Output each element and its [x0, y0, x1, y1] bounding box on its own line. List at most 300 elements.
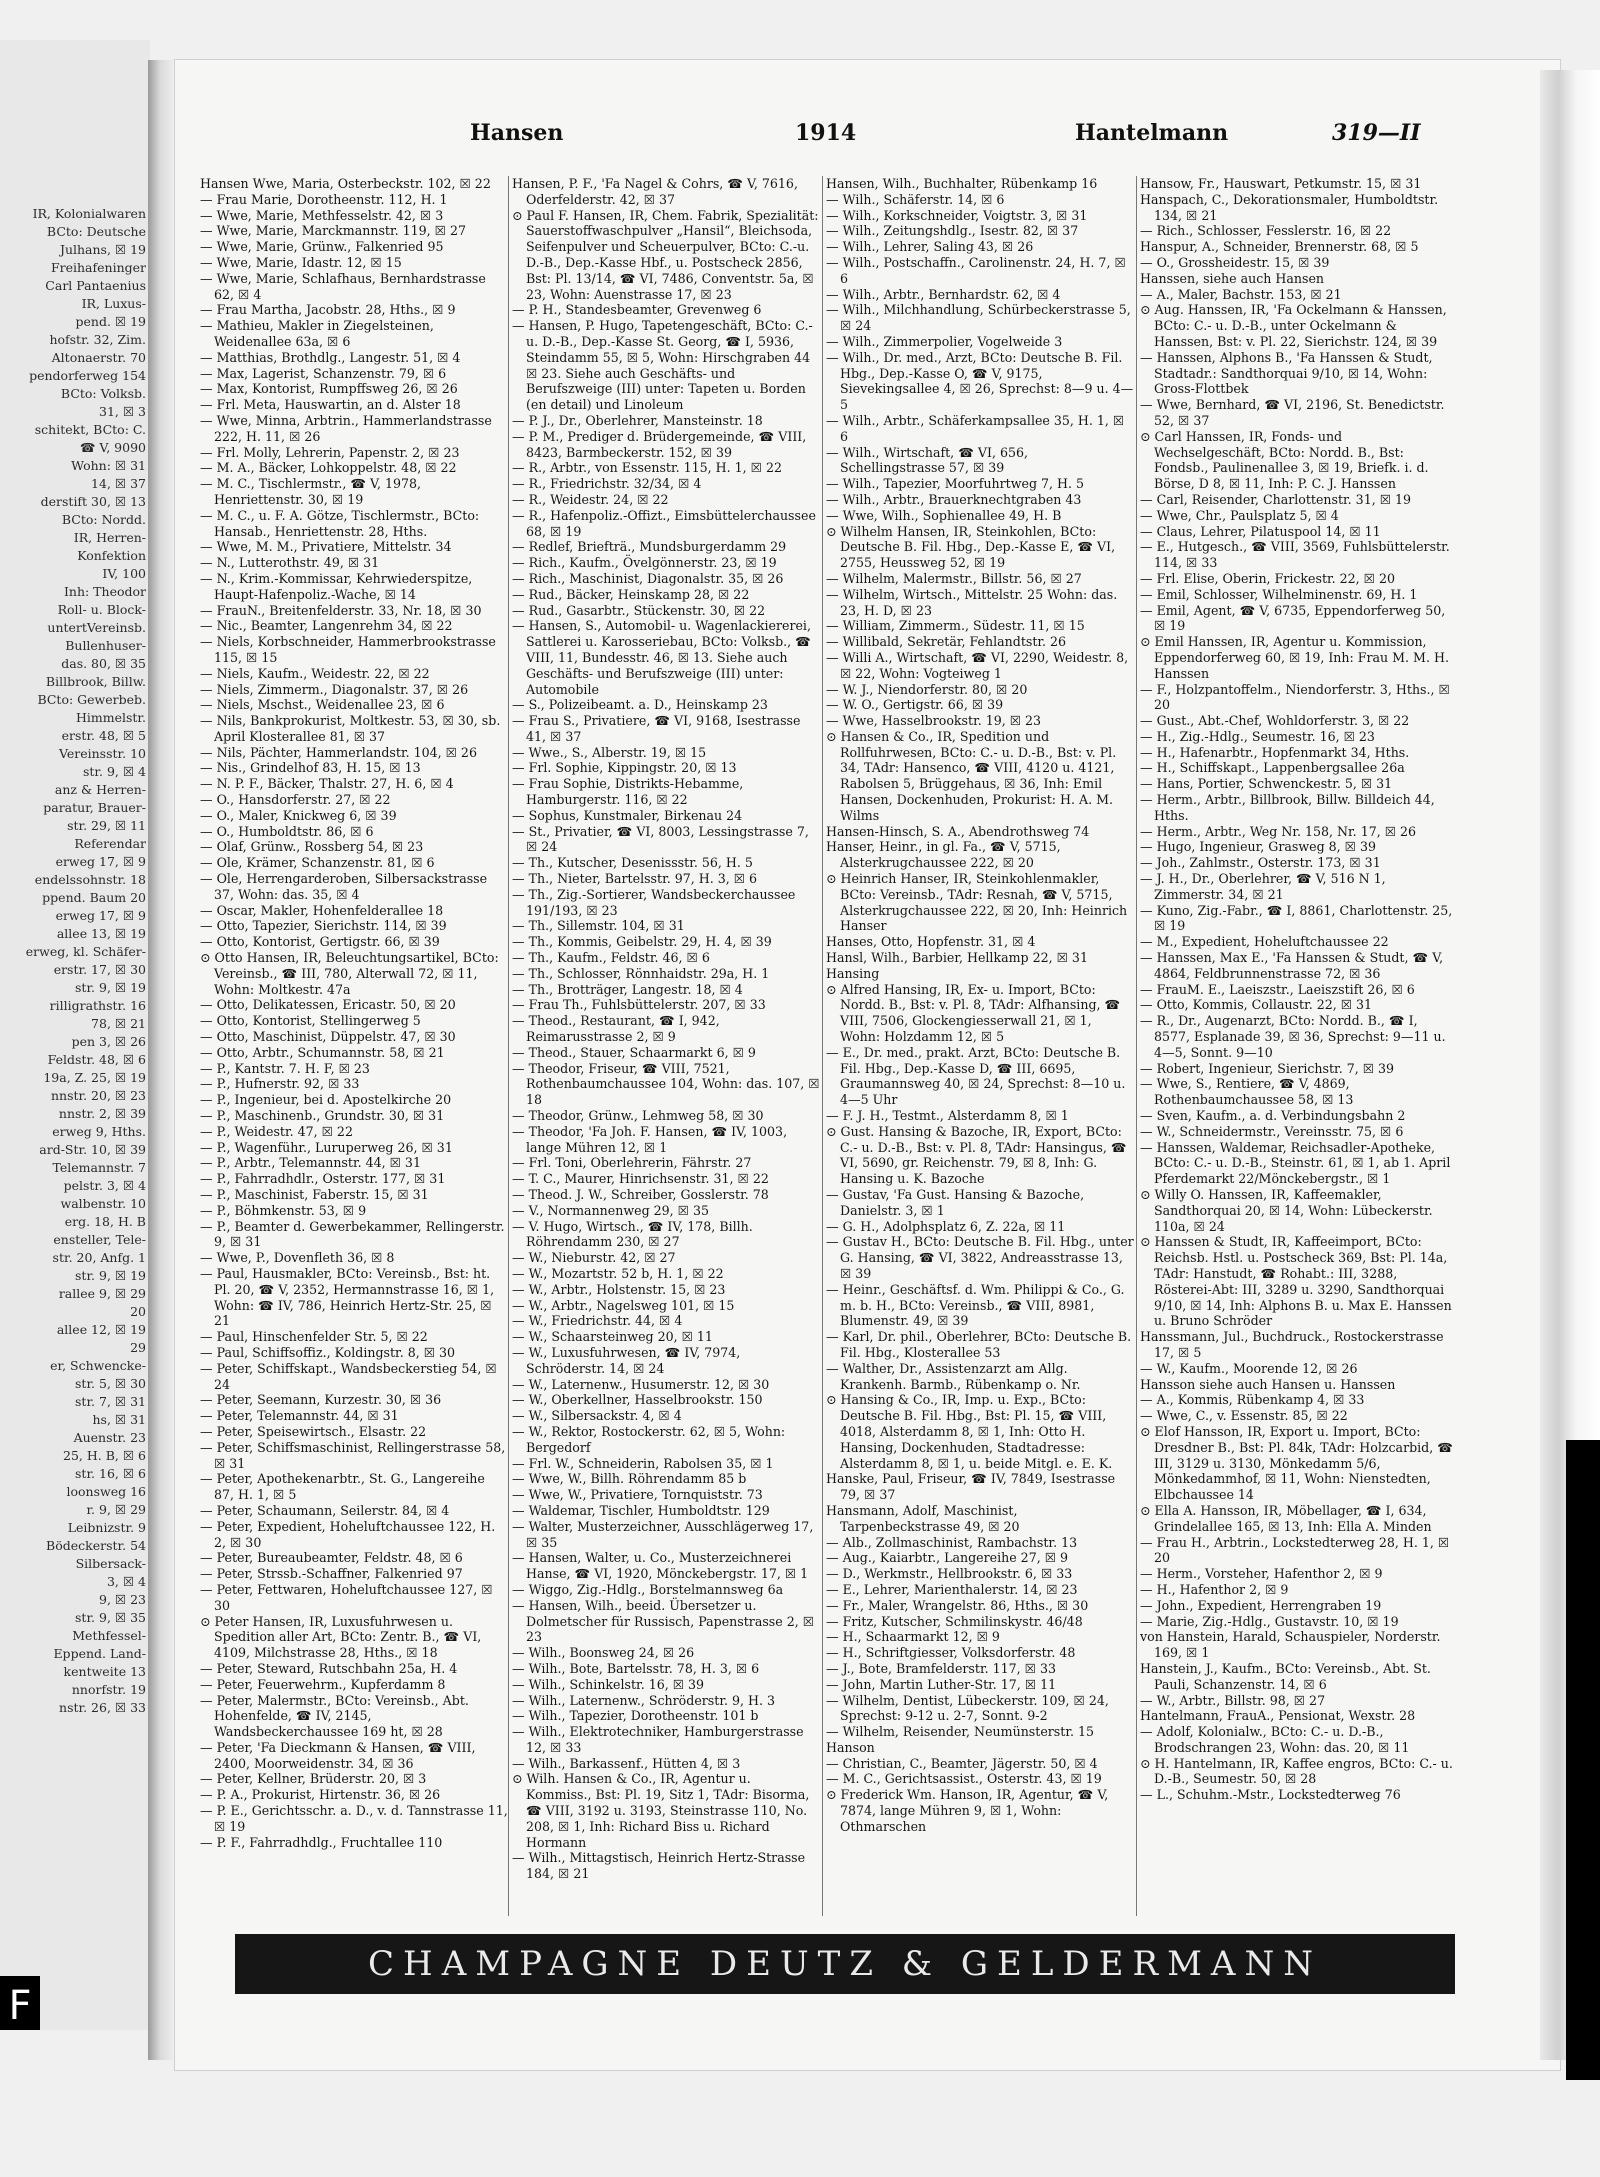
directory-entry: — Wilh., Schäferstr. 14, ☒ 6 [826, 191, 1005, 207]
directory-entry: — Wilhelm, Dentist, Lübeckerstr. 109, ☒ 24, Sprechst: 9-12 u. 2-7, Sonnt. 9-2 [826, 1692, 1109, 1724]
facing-page-line: anz & Herren- [54, 782, 146, 797]
directory-entry: ⊙ Frederick Wm. Hanson, IR, Agentur, ☎ V, 7874, lange Mühren 9, ☒ 1, Wohn: Othmarschen [826, 1787, 1109, 1834]
directory-entry: — Th., Kaufm., Feldstr. 46, ☒ 6 [512, 950, 710, 966]
directory-entry: — Peter, Bureaubeamter, Feldstr. 48, ☒ 6 [200, 1550, 463, 1566]
directory-entry: ⊙ Willy O. Hanssen, IR, Kaffeemakler, Sandthorquai 20, ☒ 14, Wohn: Lübeckerstr. 110a, ☒ 24 [1140, 1187, 1433, 1234]
directory-entry: — P., Fahrradhdlr., Osterstr. 177, ☒ 31 [200, 1171, 446, 1187]
facing-page-line: Bullenhuser- [65, 638, 146, 653]
directory-entry: — Gust., Abt.-Chef, Wohldorferstr. 3, ☒ 22 [1140, 713, 1410, 729]
directory-entry: ⊙ Hanssen & Studt, IR, Kaffeeimport, BCto: Reichsb. Hstl. u. Postscheck 369, Bst: Pl. 14a, TAdr: Hanstudt, ☎ Rohabt.: III, 3288, Rösterei-Abt: III, 3289 u. 3290, Sandthorquai 9/10, ☒ 14, Inh: Alphons B. u. Max E. Hanssen u. Bruno Schröder [1140, 1234, 1452, 1329]
directory-entry: Hanses, Otto, Hopfenstr. 31, ☒ 4 [826, 934, 1036, 950]
facing-page-line: walbenstr. 10 [60, 1196, 146, 1211]
directory-entry: — Frl. Elise, Oberin, Frickestr. 22, ☒ 20 [1140, 570, 1396, 586]
directory-entry: — Wwe, C., v. Essenstr. 85, ☒ 22 [1140, 1408, 1348, 1424]
facing-page-line: er, Schwencke- [50, 1358, 146, 1373]
facing-page-line: Billbrook, Billw. [45, 674, 146, 689]
directory-entry: — Otto, Maschinist, Düppelstr. 47, ☒ 30 [200, 1029, 456, 1045]
directory-entry: — P., Kantstr. 7. H. F, ☒ 23 [200, 1060, 370, 1076]
directory-entry: — Gustav H., BCto: Deutsche B. Fil. Hbg., unter G. Hansing, ☎ VI, 3822, Andreasstrasse 13, ☒ 39 [826, 1234, 1134, 1281]
facing-page-line: 29 [130, 1340, 146, 1355]
directory-entry: — P. M., Prediger d. Brüdergemeinde, ☎ VIII, 8423, Barmbeckerstr. 152, ☒ 39 [512, 428, 807, 460]
directory-entry: — G. H., Adolphsplatz 6, Z. 22a, ☒ 11 [826, 1218, 1066, 1234]
facing-page-line: 31, ☒ 3 [99, 404, 146, 419]
directory-entry: — T. C., Maurer, Hinrichsenstr. 31, ☒ 22 [512, 1171, 769, 1187]
directory-entry: Hanstein, J., Kaufm., BCto: Vereinsb., Abt. St. Pauli, Schanzenstr. 14, ☒ 6 [1140, 1660, 1431, 1692]
directory-entry: — Wilh., Bote, Bartelsstr. 78, H. 3, ☒ 6 [512, 1660, 760, 1676]
directory-entry: — Otto, Tapezier, Sierichstr. 114, ☒ 39 [200, 918, 447, 934]
directory-entry: — St., Privatier, ☎ VI, 8003, Lessingstrasse 7, ☒ 24 [512, 823, 809, 855]
directory-entry: ⊙ Wilhelm Hansen, IR, Steinkohlen, BCto: Deutsche B. Fil. Hbg., Dep.-Kasse E, ☎ VI, 2755, Heussweg 52, ☒ 19 [826, 523, 1116, 571]
facing-page-line: hofstr. 32, Zim. [49, 332, 146, 347]
directory-entry: — Frl. Molly, Lehrerin, Papenstr. 2, ☒ 23 [200, 444, 460, 460]
directory-entry: — V. Hugo, Wirtsch., ☎ IV, 178, Billh. Röhrendamm 230, ☒ 27 [512, 1218, 753, 1250]
facing-page-line: nnstr. 20, ☒ 23 [50, 1088, 146, 1103]
directory-entry: — Peter, Speisewirtsch., Elsastr. 22 [200, 1423, 427, 1439]
directory-entry: — Oscar, Makler, Hohenfelderallee 18 [200, 902, 444, 918]
facing-page-line: derstift 30, ☒ 13 [40, 494, 146, 509]
directory-entry: — W., Arbtr., Nagelsweg 101, ☒ 15 [512, 1297, 735, 1313]
directory-entry: — Theodor, Friseur, ☎ VIII, 7521, Rothenbaumchaussee 104, Wohn: das. 107, ☒ 18 [512, 1060, 820, 1108]
directory-entry: — Nils, Pächter, Hammerlandstr. 104, ☒ 26 [200, 744, 477, 760]
directory-entry: — Hansen, P. Hugo, Tapetengeschäft, BCto: C.- u. D.-B., Dep.-Kasse St. Georg, ☎ I, 5936, Steindamm 55, ☒ 5, Wohn: Hirschgraben 44 ☒ 23. Siehe auch Geschäfts- und Berufszweige (III) unter: Tapeten u. Borden (en detail) und Linoleum [512, 318, 813, 413]
directory-entry: — Wwe, W., Privatiere, Tornquiststr. 73 [512, 1487, 763, 1503]
directory-entry: ⊙ Hansen & Co., IR, Spedition und Rollfuhrwesen, BCto: C.- u. D.-B., Bst: v. Pl. 34, TAdr: Hansenco, ☎ VIII, 4120 u. 4121, Rabolsen 5, Brüggehaus, ☒ 36, Inh: Emil Hansen, Dockenhuden, Prokurist: H. A. M. Wilms [826, 728, 1117, 823]
directory-entry: — Karl, Dr. phil., Oberlehrer, BCto: Deutsche B. Fil. Hbg., Klosterallee 53 [826, 1329, 1132, 1360]
facing-page-line: IR, Luxus- [81, 296, 146, 311]
directory-entry: — N., Lutterothstr. 49, ☒ 31 [200, 555, 380, 571]
facing-page-line: 78, ☒ 21 [91, 1016, 146, 1031]
facing-page-line: Methfessel- [72, 1628, 146, 1643]
directory-entry: ⊙ Wilh. Hansen & Co., IR, Agentur u. Kommiss., Bst: Pl. 19, Sitz 1, TAdr: Bisorma, ☎ VIII, 3192 u. 3193, Steinstrasse 110, No. 208, ☒ 1, Inh: Richard Biss u. Richard Hormann [512, 1771, 810, 1850]
directory-entry: — Paul, Schiffsoffiz., Koldingstr. 8, ☒ 30 [200, 1344, 456, 1360]
facing-page-line: Leibnizstr. 9 [67, 1520, 146, 1535]
directory-entry: — Rich., Schlosser, Fesslerstr. 16, ☒ 22 [1140, 223, 1392, 239]
directory-entry: — O., Hansdorferstr. 27, ☒ 22 [200, 792, 391, 808]
directory-entry: — John, Martin Luther-Str. 17, ☒ 11 [826, 1676, 1057, 1692]
directory-entry: — Emil, Agent, ☎ V, 6735, Eppendorferweg 50, ☒ 19 [1140, 602, 1446, 634]
directory-entry: ⊙ Alfred Hansing, IR, Ex- u. Import, BCto: Nordd. B., Bst: v. Pl. 8, TAdr: Alfhansing, ☎ VIII, 7506, Glockengiesserwall 21, ☒ 1, Wohn: Holzdamm 12, ☒ 5 [826, 981, 1121, 1045]
facing-page-line: schitekt, BCto: C. [34, 422, 146, 437]
directory-entry: ⊙ Otto Hansen, IR, Beleuchtungsartikel, BCto: Vereinsb., ☎ III, 780, Alterwall 72, ☒ 11, Wohn: Moltkestr. 47a [200, 950, 499, 997]
column-rule [1136, 176, 1137, 1916]
directory-entry: — R., Weidestr. 24, ☒ 22 [512, 491, 669, 507]
directory-entry: — W., Nieburstr. 42, ☒ 27 [512, 1250, 676, 1266]
facing-page-line: das. 80, ☒ 35 [61, 656, 146, 671]
directory-entry: — Theodor, 'Fa Joh. F. Hansen, ☎ IV, 1003, lange Mühren 12, ☒ 1 [512, 1123, 788, 1155]
directory-entry: — Otto, Kontorist, Gertigstr. 66, ☒ 39 [200, 934, 440, 950]
directory-entry: — William, Zimmerm., Südestr. 11, ☒ 15 [826, 618, 1085, 634]
facing-page-line: erstr. 48, ☒ 5 [61, 728, 146, 743]
directory-entry: — Theod., Restaurant, ☎ I, 942, Reimarusstrasse 2, ☒ 9 [512, 1013, 720, 1045]
facing-page-line: str. 9, ☒ 19 [75, 980, 146, 995]
directory-entry: Hansen Wwe, Maria, Osterbeckstr. 102, ☒ 22 [200, 176, 491, 191]
facing-page-line: 25, H. B, ☒ 6 [63, 1448, 146, 1463]
directory-entry: — S., Polizeibeamt. a. D., Heinskamp 23 [512, 697, 768, 713]
directory-entry: — H., Hafenarbtr., Hopfenmarkt 34, Hths. [1140, 744, 1410, 760]
directory-entry: — Wilh., Milchhandlung, Schürbeckerstrasse 5, ☒ 24 [826, 302, 1131, 334]
directory-entry: — F., Holzpantoffelm., Niendorferstr. 3, Hths., ☒ 20 [1140, 681, 1450, 713]
directory-entry: — Niels, Korbschneider, Hammerbrookstrasse 115, ☒ 15 [200, 634, 496, 665]
directory-entry: — H., Hafenthor 2, ☒ 9 [1140, 1581, 1289, 1597]
facing-page-line: Julhans, ☒ 19 [59, 242, 146, 257]
directory-entry: — Wilh., Tapezier, Moorfuhrtweg 7, H. 5 [826, 476, 1085, 492]
directory-entry: — Rud., Gasarbtr., Stückenstr. 30, ☒ 22 [512, 602, 766, 618]
directory-entry: — Wwe., S., Alberstr. 19, ☒ 15 [512, 744, 707, 760]
directory-entry: — J., Bote, Bramfelderstr. 117, ☒ 33 [826, 1660, 1056, 1676]
directory-entry: ⊙ Ella A. Hansson, IR, Möbellager, ☎ I, 634, Grindelallee 165, ☒ 13, Inh: Ella A. Minden [1140, 1502, 1432, 1534]
directory-entry: Hanser, Heinr., in gl. Fa., ☎ V, 5715, Alsterkrugchaussee 222, ☒ 20 [826, 839, 1061, 871]
facing-page-line: loonsweg 16 [66, 1484, 146, 1499]
directory-entry: — Aug., Kaiarbtr., Langereihe 27, ☒ 9 [826, 1550, 1069, 1566]
directory-entry: — W. O., Gertigstr. 66, ☒ 39 [826, 697, 1004, 713]
facing-page-line: erg. 18, H. B [64, 1214, 146, 1229]
directory-entry: — Peter, Apothekenarbtr., St. G., Langereihe 87, H. 1, ☒ 5 [200, 1471, 485, 1503]
facing-page-line: untertVereinsb. [47, 620, 146, 635]
directory-entry: — A., Kommis, Rübenkamp 4, ☒ 33 [1140, 1392, 1365, 1408]
directory-entry: — Alb., Zollmaschinist, Rambachstr. 13 [826, 1534, 1078, 1550]
directory-entry: — W., Oberkellner, Hasselbrookstr. 150 [512, 1392, 763, 1408]
directory-entry: — Wilh., Arbtr., Schäferkampsallee 35, H. 1, ☒ 6 [826, 412, 1125, 444]
directory-entry: — Wwe, Hasselbrookstr. 19, ☒ 23 [826, 713, 1042, 729]
scan-border [1566, 1440, 1600, 2080]
facing-page-line: Referendar [74, 836, 146, 851]
directory-entry: — Peter, Schiffsmaschinist, Rellingerstrasse 58, ☒ 31 [200, 1439, 506, 1471]
facing-page-banner-fragment: F [0, 1976, 40, 2030]
directory-entry: — Niels, Mschst., Weidenallee 23, ☒ 6 [200, 697, 445, 713]
facing-page-line: 9, ☒ 23 [99, 1592, 146, 1607]
directory-entry: — Peter, Malermstr., BCto: Vereinsb., Abt. Hohenfelde, ☎ IV, 2145, Wandsbeckerchaussee 169 ht, ☒ 28 [200, 1692, 469, 1740]
directory-entry: Hanssen, siehe auch Hansen [1140, 270, 1325, 286]
directory-entry: — Theodor, Grünw., Lehmweg 58, ☒ 30 [512, 1108, 764, 1124]
directory-entry: ⊙ Heinrich Hanser, IR, Steinkohlenmakler, BCto: Vereinsb., TAdr: Resnah, ☎ V, 5715, Alsterkrugchaussee 222, ☒ 20, Inh: Heinrich Hanser [826, 871, 1128, 934]
facing-page-text [0, 205, 150, 1717]
directory-entry: — W., Silbersackstr. 4, ☒ 4 [512, 1408, 682, 1424]
directory-entry: — Ole, Krämer, Schanzenstr. 81, ☒ 6 [200, 855, 435, 871]
directory-entry: — Hanssen, Alphons B., 'Fa Hanssen & Studt, Stadtadr.: Sandthorquai 9/10, ☒ 14, Wohn: Gross-Flottbek [1140, 349, 1433, 397]
directory-entry: — D., Werkmstr., Hellbrookstr. 6, ☒ 33 [826, 1566, 1073, 1582]
directory-entry: — Th., Zig.-Sortierer, Wandsbeckerchaussee 191/193, ☒ 23 [512, 886, 796, 918]
directory-entry: — Wwe, Minna, Arbtrin., Hammerlandstrasse 222, H. 11, ☒ 26 [200, 412, 492, 444]
directory-entry: — Paul, Hausmakler, BCto: Vereinsb., Bst: ht. Pl. 20, ☎ V, 2352, Hermannstrasse 16, ☒ 1, Wohn: ☎ IV, 786, Heinrich Hertz-Str. 25, ☒ 21 [200, 1265, 495, 1329]
directory-entry: — Frau H., Arbtrin., Lockstedterweg 28, H. 1, ☒ 20 [1140, 1534, 1450, 1566]
directory-entry: — Christian, C., Beamter, Jägerstr. 50, ☒ 4 [826, 1755, 1098, 1771]
directory-entry: — W., Laternenw., Husumerstr. 12, ☒ 30 [512, 1376, 770, 1392]
directory-entry: — Nic., Beamter, Langenrehm 34, ☒ 22 [200, 618, 453, 634]
directory-entry: — P., Beamter d. Gewerbekammer, Rellingerstr. 9, ☒ 31 [200, 1218, 505, 1250]
directory-entry: Hanspach, C., Dekorationsmaler, Humboldtstr. 134, ☒ 21 [1140, 191, 1439, 223]
directory-entry: — Wwe, W., Billh. Röhrendamm 85 b [512, 1471, 747, 1487]
directory-entry: — Walther, Dr., Assistenzarzt am Allg. Krankenh. Barmb., Rübenkamp o. Nr. [826, 1360, 1081, 1392]
facing-page-line: rilligrathstr. 16 [49, 998, 146, 1013]
directory-entry: — N. P. F., Bäcker, Thalstr. 27, H. 6, ☒ 4 [200, 776, 454, 792]
running-head-year: 1914 [795, 120, 857, 146]
directory-entry: — Gustav, 'Fa Gust. Hansing & Bazoche, Danielstr. 3, ☒ 1 [826, 1187, 1085, 1218]
facing-page-line: allee 12, ☒ 19 [56, 1322, 146, 1337]
directory-entry: — Wilh., Korkschneider, Voigtstr. 3, ☒ 31 [826, 207, 1088, 223]
facing-page-line: erweg 9, Hths. [52, 1124, 146, 1139]
facing-page-line: Silbersack- [75, 1556, 146, 1571]
directory-entry: — Frau S., Privatiere, ☎ VI, 9168, Isestrasse 41, ☒ 37 [512, 713, 801, 744]
directory-entry: — P., Maschinist, Faberstr. 15, ☒ 31 [200, 1187, 429, 1202]
directory-entry: — Wilh., Lehrer, Saling 43, ☒ 26 [826, 239, 1034, 255]
directory-entry: — Robert, Ingenieur, Sierichstr. 7, ☒ 39 [1140, 1060, 1395, 1076]
directory-entry: — Peter, Expedient, Hoheluftchaussee 122, H. 2, ☒ 30 [200, 1518, 496, 1550]
directory-entry: — Willibald, Sekretär, Fehlandtstr. 26 [826, 634, 1067, 650]
directory-entry: — P. H., Standesbeamter, Grevenweg 6 [512, 302, 762, 318]
column-rule [822, 176, 823, 1916]
facing-page-line: hs, ☒ 31 [92, 1412, 146, 1427]
directory-entry: — H., Schriftgiesser, Volksdorferstr. 48 [826, 1645, 1076, 1661]
directory-entry: ⊙ Emil Hanssen, IR, Agentur u. Kommission, Eppendorferweg 60, ☒ 19, Inh: Frau M. M. H. Hanssen [1140, 634, 1449, 681]
directory-entry: — Peter, Strssb.-Schaffner, Falkenried 97 [200, 1566, 463, 1582]
facing-page-line: BCto: Nordd. [61, 512, 146, 527]
directory-entry: von Hanstein, Harald, Schauspieler, Norderstr. 169, ☒ 1 [1140, 1629, 1441, 1661]
facing-page-line: str. 9, ☒ 19 [75, 1268, 146, 1283]
directory-entry: — Wilh., Dr. med., Arzt, BCto: Deutsche B. Fil. Hbg., Dep.-Kasse O, ☎ V, 9175, Sievekingsallee 4, ☒ 26, Sprechst: 8—9 u. 4—5 [826, 349, 1134, 413]
directory-entry: — Wilh., Schinkelstr. 16, ☒ 39 [512, 1676, 705, 1692]
directory-entry: — Wwe, Marie, Marckmannstr. 119, ☒ 27 [200, 223, 466, 239]
facing-page-left [0, 40, 150, 2030]
directory-entry: — Walter, Musterzeichner, Ausschlägerweg 17, ☒ 35 [512, 1518, 814, 1550]
directory-entry: — R., Friedrichstr. 32/34, ☒ 4 [512, 476, 702, 492]
directory-entry: — W., Schneidermstr., Vereinsstr. 75, ☒ 6 [1140, 1123, 1404, 1139]
directory-entry: — Willi A., Wirtschaft, ☎ VI, 2290, Weidestr. 8, ☒ 22, Wohn: Vogteiweg 1 [826, 649, 1129, 681]
directory-entry: Hanspur, A., Schneider, Brennerstr. 68, ☒ 5 [1140, 239, 1419, 255]
directory-entry: — Wwe, Wilh., Sophienallee 49, H. B [826, 507, 1062, 523]
facing-page-line: Feldstr. 48, ☒ 6 [47, 1052, 146, 1067]
facing-page-line: IV, 100 [102, 566, 146, 581]
directory-entry: — Waldemar, Tischler, Humboldtstr. 129 [512, 1502, 770, 1518]
directory-entry: — Marie, Zig.-Hdlg., Gustavstr. 10, ☒ 19 [1140, 1613, 1399, 1629]
directory-entry: — L., Schuhm.-Mstr., Lockstedterweg 76 [1140, 1787, 1401, 1803]
directory-entry: — H., Zig.-Hdlg., Seumestr. 16, ☒ 23 [1140, 728, 1375, 744]
directory-entry: Hansen, Wilh., Buchhalter, Rübenkamp 16 [826, 176, 1098, 191]
facing-page-line: Konfektion [77, 548, 146, 563]
directory-entry: — W., Luxusfuhrwesen, ☎ IV, 7974, Schröderstr. 14, ☒ 24 [512, 1344, 741, 1376]
facing-page-line: BCto: Volksb. [60, 386, 146, 401]
directory-entry: — Wilhelm, Wirtsch., Mittelstr. 25 Wohn: das. 23, H. D, ☒ 23 [826, 586, 1118, 618]
directory-entry: — J. H., Dr., Oberlehrer, ☎ V, 516 N 1, Zimmerstr. 34, ☒ 21 [1140, 871, 1386, 902]
directory-entry: ⊙ Paul F. Hansen, IR, Chem. Fabrik, Spezialität: Sauerstoffwaschpulver „Hansil“, Bleichsoda, Seifenpulver und Scheuerpulver, BCto: C.-u. D.-B., Dep.-Kasse Hbf., u. Postscheck 2856, Bst: Pl. 13/14, ☎ VI, 7486, Conventstr. 5a, ☒ 23, Wohn: Auenstrasse 17, ☒ 23 [512, 207, 819, 302]
facing-page-line: str. 5, ☒ 30 [75, 1376, 146, 1391]
directory-entry: ⊙ Carl Hanssen, IR, Fonds- und Wechselgeschäft, BCto: Nordd. B., Bst: Fondsb., Paulinenallee 3, ☒ 19, Briefk. i. d. Börse, D 8, ☒ 11, Inh: P. C. J. Hanssen [1140, 428, 1429, 492]
directory-entry: — P., Wagenführ., Luruperweg 26, ☒ 31 [200, 1139, 453, 1155]
directory-entry: — Wilh., Laternenw., Schröderstr. 9, H. 3 [512, 1692, 775, 1708]
advertisement-banner: CHAMPAGNE DEUTZ & GELDERMANN [235, 1934, 1455, 1994]
column-3 [826, 176, 1134, 1916]
directory-entry: ⊙ H. Hantelmann, IR, Kaffee engros, BCto: C.- u. D.-B., Seumestr. 50, ☒ 28 [1140, 1755, 1453, 1787]
facing-page-line: nstr. 26, ☒ 33 [59, 1700, 146, 1715]
directory-entry: — Fritz, Kutscher, Schmilinskystr. 46/48 [826, 1613, 1083, 1629]
facing-page-line: Telemannstr. 7 [52, 1160, 146, 1175]
directory-entry: — Th., Brotträger, Langestr. 18, ☒ 4 [512, 981, 743, 997]
column-rule [508, 176, 509, 1916]
directory-entry: — Wilh., Arbtr., Bernhardstr. 62, ☒ 4 [826, 286, 1061, 302]
facing-page-line: 19a, Z. 25, ☒ 19 [43, 1070, 146, 1085]
directory-entry: — Olaf, Grünw., Rossberg 54, ☒ 23 [200, 839, 424, 855]
directory-entry: — Hanssen, Max E., 'Fa Hanssen & Studt, ☎ V, 4864, Feldbrunnenstrasse 72, ☒ 36 [1140, 950, 1444, 981]
directory-entry: — Herm., Arbtr., Weg Nr. 158, Nr. 17, ☒ 26 [1140, 823, 1417, 839]
directory-entry: — P., Hufnerstr. 92, ☒ 33 [200, 1076, 360, 1092]
facing-page-line: pen 3, ☒ 26 [71, 1034, 146, 1049]
directory-entry: — Peter, Feuerwehrm., Kupferdamm 8 [200, 1676, 446, 1692]
directory-entry: — Hansen, Walter, u. Co., Musterzeichnerei Hanse, ☎ VI, 1920, Mönckebergstr. 17, ☒ 1 [512, 1550, 809, 1582]
directory-entry: — M. A., Bäcker, Lohkoppelstr. 48, ☒ 22 [200, 460, 457, 476]
directory-entry: Hanssmann, Jul., Buchdruck., Rostockerstrasse 17, ☒ 5 [1140, 1329, 1444, 1360]
directory-entry: Hansen-Hinsch, S. A., Abendrothsweg 74 [826, 823, 1090, 839]
directory-entry: — Rich., Maschinist, Diagonalstr. 35, ☒ 26 [512, 570, 784, 586]
running-head-right: Hantelmann [1075, 120, 1229, 146]
facing-page-line: 20 [130, 1304, 146, 1319]
directory-entry: — Sven, Kaufm., a. d. Verbindungsbahn 2 [1140, 1108, 1406, 1124]
directory-entry: — Frau Martha, Jacobstr. 28, Hths., ☒ 9 [200, 302, 456, 318]
directory-entry: — Joh., Zahlmstr., Osterstr. 173, ☒ 31 [1140, 855, 1381, 871]
directory-entry: — W., Rektor, Rostockerstr. 62, ☒ 5, Wohn: Bergedorf [512, 1423, 786, 1455]
directory-entry: — Wilh., Zeitungshdlg., Isestr. 82, ☒ 37 [826, 223, 1079, 239]
directory-entry: — Wilh., Barkassenf., Hütten 4, ☒ 3 [512, 1755, 741, 1771]
directory-entry: — Adolf, Kolonialw., BCto: C.- u. D.-B., Brodschrangen 23, Wohn: das. 20, ☒ 11 [1140, 1724, 1410, 1755]
directory-entry: — P., Böhmkenstr. 53, ☒ 9 [200, 1202, 367, 1218]
directory-entry: — F. J. H., Testmt., Alsterdamm 8, ☒ 1 [826, 1108, 1069, 1124]
directory-entry: — Theod., Stauer, Schaarmarkt 6, ☒ 9 [512, 1044, 756, 1060]
facing-page-line: r. 9, ☒ 29 [86, 1502, 146, 1517]
directory-entry: — O., Maler, Knickweg 6, ☒ 39 [200, 807, 397, 823]
directory-entry: — Peter, Seemann, Kurzestr. 30, ☒ 36 [200, 1392, 442, 1408]
directory-entry: — Herm., Vorsteher, Hafenthor 2, ☒ 9 [1140, 1566, 1383, 1582]
directory-entry: — Frl. Sophie, Kippingstr. 20, ☒ 13 [512, 760, 737, 776]
directory-entry: — Niels, Zimmerm., Diagonalstr. 37, ☒ 26 [200, 681, 469, 697]
directory-entry: — Wilh., Mittagstisch, Heinrich Hertz-Strasse 184, ☒ 21 [512, 1850, 806, 1882]
directory-entry: — P., Arbtr., Telemannstr. 44, ☒ 31 [200, 1155, 421, 1171]
directory-entry: — P., Weidestr. 47, ☒ 22 [200, 1123, 353, 1139]
directory-entry: — Otto, Kontorist, Stellingerweg 5 [200, 1013, 421, 1029]
facing-page-line: Roll- u. Block- [57, 602, 146, 617]
directory-entry: Hanson [826, 1739, 875, 1755]
directory-entry: — W., Arbtr., Holstenstr. 15, ☒ 23 [512, 1281, 726, 1297]
facing-page-line: IR, Herren- [73, 530, 146, 545]
column-4 [1140, 176, 1455, 1916]
directory-entry: — Mathieu, Makler in Ziegelsteinen, Weidenallee 63a, ☒ 6 [200, 318, 434, 349]
facing-page-line: str. 9, ☒ 35 [75, 1610, 146, 1625]
directory-entry: — FrauM. E., Laeiszstr., Laeiszstift 26, ☒ 6 [1140, 981, 1415, 997]
directory-entry: Hanske, Paul, Friseur, ☎ IV, 7849, Isestrasse 79, ☒ 37 [826, 1471, 1116, 1503]
facing-page-line: Altonaerstr. 70 [51, 350, 146, 365]
facing-page-line: str. 9, ☒ 4 [82, 764, 146, 779]
facing-page-line: allee 13, ☒ 19 [56, 926, 146, 941]
directory-entry: — Niels, Kaufm., Weidestr. 22, ☒ 22 [200, 665, 430, 681]
facing-page-line: IR, Kolonialwaren [32, 206, 146, 221]
directory-entry: — Rud., Bäcker, Heinskamp 28, ☒ 22 [512, 586, 750, 602]
directory-entry: — H., Schaarmarkt 12, ☒ 9 [826, 1629, 1000, 1645]
directory-entry: — M. C., Gerichtsassist., Osterstr. 43, ☒ 19 [826, 1771, 1102, 1787]
directory-entry: — Peter, Kellner, Brüderstr. 20, ☒ 3 [200, 1771, 427, 1787]
directory-entry: — FrauN., Breitenfelderstr. 33, Nr. 18, ☒ 30 [200, 602, 482, 618]
directory-entry: — Theod. J. W., Schreiber, Gosslerstr. 78 [512, 1187, 769, 1202]
directory-entry: Hansmann, Adolf, Maschinist, Tarpenbeckstrasse 49, ☒ 20 [826, 1502, 1020, 1534]
column-2 [512, 176, 820, 1916]
directory-entry: — Th., Kutscher, Desenissstr. 56, H. 5 [512, 855, 753, 871]
directory-entry: — John., Expedient, Herrengraben 19 [1140, 1597, 1382, 1613]
directory-entry: — Rich., Kaufm., Övelgönnerstr. 23, ☒ 19 [512, 555, 777, 571]
directory-entry: — Herm., Arbtr., Billbrook, Billw. Billdeich 44, Hths. [1140, 792, 1435, 823]
directory-entry: — Wilh., Zimmerpolier, Vogelweide 3 [826, 333, 1063, 349]
directory-entry: — Wwe, Marie, Idastr. 12, ☒ 15 [200, 254, 402, 270]
directory-entry: Hansl, Wilh., Barbier, Hellkamp 22, ☒ 31 [826, 950, 1088, 966]
directory-entry: — Wwe, Chr., Paulsplatz 5, ☒ 4 [1140, 507, 1339, 523]
facing-page-line: Freihafeninger [50, 260, 146, 275]
facing-page-line: Himmelstr. [75, 710, 146, 725]
facing-page-line: paratur, Brauer- [43, 800, 146, 815]
facing-page-line: Wohn: ☒ 31 [71, 458, 146, 473]
directory-entry: — Wwe, Marie, Methfesselstr. 42, ☒ 3 [200, 207, 444, 223]
facing-page-line: Inh: Theodor [63, 584, 146, 599]
directory-entry: — P., Maschinenb., Grundstr. 30, ☒ 31 [200, 1108, 445, 1124]
directory-entry: — Wwe, M. M., Privatiere, Mittelstr. 34 [200, 539, 452, 555]
directory-entry: — W., Kaufm., Moorende 12, ☒ 26 [1140, 1360, 1358, 1376]
directory-entry: — Emil, Schlosser, Wilhelminenstr. 69, H. 1 [1140, 586, 1418, 602]
directory-entry: — Frl. Toni, Oberlehrerin, Fährstr. 27 [512, 1155, 752, 1171]
facing-page-line: str. 7, ☒ 31 [75, 1394, 146, 1409]
directory-entry: — Carl, Reisender, Charlottenstr. 31, ☒ 19 [1140, 491, 1412, 507]
directory-entry: — Redlef, Briefträ., Mundsburgerdamm 29 [512, 539, 787, 555]
directory-entry: — Wwe, Marie, Schlafhaus, Bernhardstrasse 62, ☒ 4 [200, 270, 486, 302]
book-gutter [148, 60, 178, 2060]
directory-entry: — O., Grossheidestr. 15, ☒ 39 [1140, 254, 1330, 270]
facing-page-line: 3, ☒ 4 [106, 1574, 146, 1589]
directory-entry: — V., Normannenweg 29, ☒ 35 [512, 1202, 710, 1218]
facing-page-line: pend. ☒ 19 [75, 314, 146, 329]
directory-entry: — M. C., u. F. A. Götze, Tischlermstr., BCto: Hansab., Henriettenstr. 28, Hths. [200, 507, 480, 539]
facing-page-line: pelstr. 3, ☒ 4 [63, 1178, 146, 1193]
directory-entry: — Frau Sophie, Distrikts-Hebamme, Hamburgerstr. 116, ☒ 22 [512, 776, 744, 808]
facing-page-line: ensteller, Tele- [53, 1232, 146, 1247]
directory-entry: — Th., Kommis, Geibelstr. 29, H. 4, ☒ 39 [512, 934, 772, 950]
directory-entry: Hansow, Fr., Hauswart, Petkumstr. 15, ☒ 31 [1140, 176, 1422, 191]
directory-entry: — Nis., Grindelhof 83, H. 15, ☒ 13 [200, 760, 421, 776]
directory-entry: Hansing [826, 965, 880, 981]
directory-entry: — Wilhelm, Malermstr., Billstr. 56, ☒ 27 [826, 570, 1082, 586]
directory-entry: Hansen, P. F., 'Fa Nagel & Cohrs, ☎ V, 7616, Oderfelderstr. 42, ☒ 37 [512, 176, 798, 207]
directory-entry: — Peter, Schiffskapt., Wandsbeckerstieg 54, ☒ 24 [200, 1360, 497, 1392]
directory-entry: — Wilhelm, Reisender, Neumünsterstr. 15 [826, 1724, 1094, 1740]
directory-entry: — E., Lehrer, Marienthalerstr. 14, ☒ 23 [826, 1581, 1078, 1597]
facing-page-line: Vereinsstr. 10 [58, 746, 146, 761]
directory-entry: — Wwe, Bernhard, ☎ VI, 2196, St. Benedictstr. 52, ☒ 37 [1140, 397, 1445, 428]
facing-page-line: endelssohnstr. 18 [34, 872, 146, 887]
directory-entry: — W., Mozartstr. 52 b, H. 1, ☒ 22 [512, 1265, 724, 1281]
directory-entry: ⊙ Hansing & Co., IR, Imp. u. Exp., BCto: Deutsche B. Fil. Hbg., Bst: Pl. 15, ☎ VIII, 4018, Alsterdamm 8, ☒ 1, Inh: Otto H. Hansing, Dockenhuden, Stadtadresse: Alsterdamm 8, ☒ 1, u. beide Mitgl. e. E. K. [826, 1392, 1113, 1471]
directory-entry: — W., Friedrichstr. 44, ☒ 4 [512, 1313, 683, 1329]
directory-entry: — Peter, Telemannstr. 44, ☒ 31 [200, 1408, 399, 1424]
directory-entry: — Fr., Maler, Wrangelstr. 86, Hths., ☒ 30 [826, 1597, 1089, 1613]
directory-entry: — Hanssen, Waldemar, Reichsadler-Apotheke, BCto: C.- u. D.-B., Steinstr. 61, ☒ 1, ab 1. April Pferdemarkt 22/Mönckebergstr., ☒ 1 [1140, 1139, 1451, 1187]
directory-entry: — Peter, Steward, Rutschbahn 25a, H. 4 [200, 1660, 458, 1676]
directory-entry: Hantelmann, FrauA., Pensionat, Wexstr. 28 [1140, 1708, 1416, 1724]
directory-entry: — Wilh., Arbtr., Brauerknechtgraben 43 [826, 491, 1082, 507]
directory-entry: Hansson siehe auch Hansen u. Hanssen [1140, 1376, 1396, 1392]
directory-entry: — H., Schiffskapt., Lappenbergsallee 26a [1140, 760, 1405, 776]
directory-entry: — Wilh., Tapezier, Dorotheenstr. 101 b [512, 1708, 759, 1724]
directory-entry: — Frau Th., Fuhlsbüttelerstr. 207, ☒ 33 [512, 997, 766, 1013]
facing-page-line: ppend. Baum 20 [42, 890, 146, 905]
facing-page-line: nnstr. 2, ☒ 39 [58, 1106, 146, 1121]
directory-entry: — Wilh., Wirtschaft, ☎ VI, 656, Schellingstrasse 57, ☒ 39 [826, 444, 1028, 476]
facing-page-line: str. 20, Anfg. 1 [52, 1250, 146, 1265]
directory-entry: — Frl. Meta, Hauswartin, an d. Alster 18 [200, 397, 461, 413]
facing-page-line: ard-Str. 10, ☒ 39 [39, 1142, 146, 1157]
directory-entry: — Frl. W., Schneiderin, Rabolsen 35, ☒ 1 [512, 1455, 774, 1471]
directory-entry: — Peter, Fettwaren, Hoheluftchaussee 127, ☒ 30 [200, 1581, 493, 1613]
